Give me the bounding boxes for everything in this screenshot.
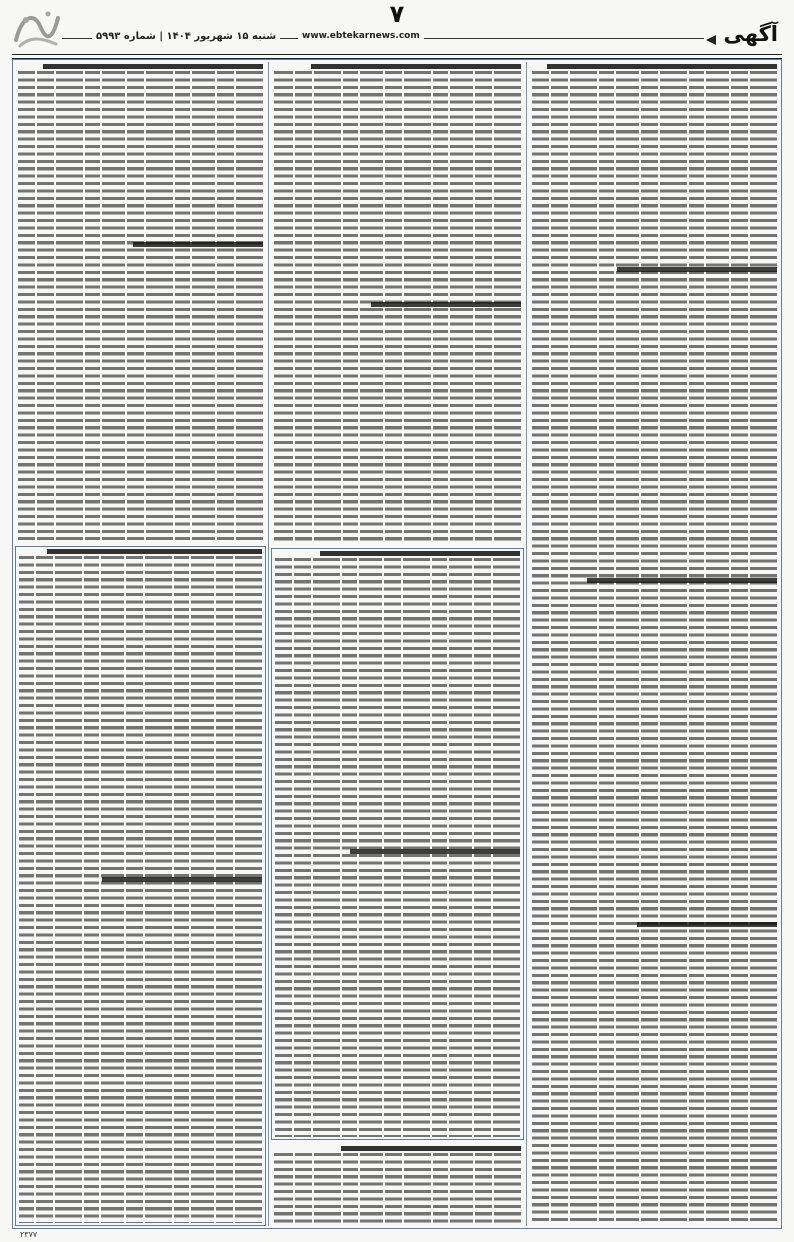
ads-frame bbox=[12, 59, 782, 1229]
notice-heading bbox=[617, 267, 777, 272]
notice-heading bbox=[47, 549, 262, 554]
column-divider bbox=[268, 62, 269, 1226]
section-title: آگهی bbox=[723, 22, 778, 46]
notice-heading bbox=[43, 64, 263, 69]
issue-date-and-number: شنبه ۱۵ شهریور ۱۴۰۴ | شماره ۵۹۹۳ bbox=[92, 31, 280, 42]
notice-column-middle-top bbox=[271, 62, 524, 544]
notice-heading bbox=[320, 551, 520, 556]
notice-heading bbox=[311, 64, 521, 69]
notice-column-middle-box bbox=[271, 548, 524, 1140]
newspaper-logo-icon bbox=[12, 6, 62, 50]
notice-column-middle-bottom bbox=[271, 1144, 524, 1226]
illegible-notice-text bbox=[18, 71, 263, 540]
footer-code: ۲۳۷۷ bbox=[20, 1230, 38, 1239]
notice-heading bbox=[133, 242, 263, 247]
illegible-notice-text bbox=[274, 1153, 521, 1224]
illegible-notice-text bbox=[275, 558, 520, 1137]
notice-heading bbox=[350, 849, 520, 854]
notice-heading bbox=[102, 877, 262, 882]
notice-column-left-box bbox=[15, 546, 266, 1226]
notice-heading bbox=[587, 578, 777, 583]
notice-heading bbox=[547, 64, 777, 69]
notice-heading bbox=[341, 1146, 521, 1151]
illegible-notice-text bbox=[274, 71, 521, 542]
notice-column-left-top bbox=[15, 62, 266, 542]
page-number: ۷ bbox=[389, 0, 405, 28]
notice-heading bbox=[371, 302, 521, 307]
illegible-notice-text bbox=[19, 556, 262, 1223]
illegible-notice-text bbox=[532, 71, 777, 1224]
column-divider bbox=[526, 62, 527, 1226]
section-ornament-icon bbox=[706, 30, 716, 40]
notice-heading bbox=[637, 922, 777, 927]
notice-column-right bbox=[529, 62, 780, 1226]
website-url: www.ebtekarnews.com bbox=[298, 31, 424, 41]
